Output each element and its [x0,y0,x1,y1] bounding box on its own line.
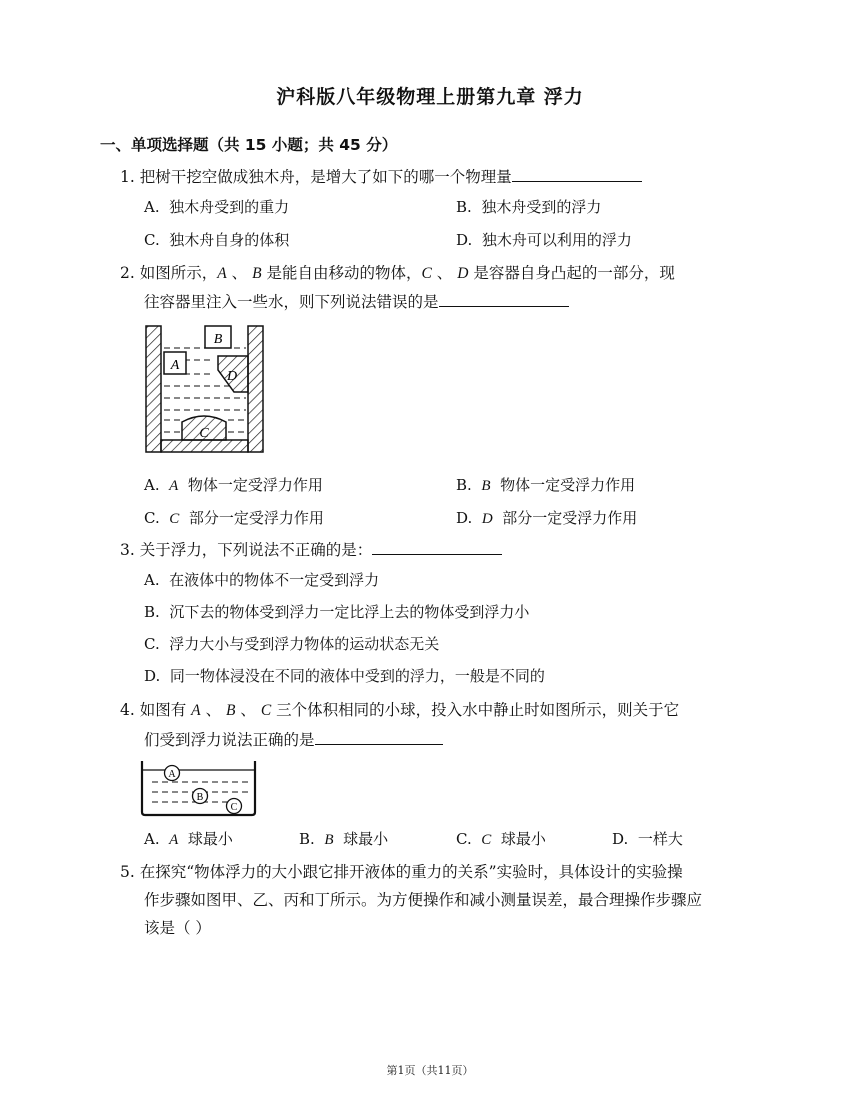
question-2 [120,263,675,284]
option-a [144,828,233,849]
question-text: 把树干挖空做成独木舟，是增大了如下的哪一个物理量 [139,168,512,186]
option-d [612,828,683,849]
answer-blank [512,167,642,182]
question-number: 4. [120,701,135,719]
question-text: 是容器自身凸起的一部分，现 [468,264,675,282]
question-number: 1. [120,168,135,186]
variable: C [169,511,180,527]
question-2-line2 [144,292,569,312]
option-d [456,229,632,250]
option-a [144,474,323,495]
option-text: 独木舟可以利用的浮力 [481,231,632,249]
figure-label-c: C [199,426,209,441]
option-b [456,196,601,217]
option-c [144,507,324,528]
ball-label-a: A [168,769,176,780]
ball-label-b: B [196,792,204,803]
option-b [144,601,529,622]
option-label: C. [144,509,160,527]
variable: C [260,702,272,719]
option-label: C. [144,635,160,653]
question-text: 三个体积相同的小球，投入水中静止时如图所示，则关于它 [271,701,680,719]
answer-blank [439,292,569,307]
variable: D [457,265,469,282]
variable: A [169,832,179,848]
variable: C [481,832,492,848]
question-number: 3. [120,541,135,559]
answer-blank [315,730,443,745]
option-c [456,828,546,849]
question-number: 2. [120,264,135,282]
figure-label-d: D [226,369,238,384]
option-text: 独木舟自身的体积 [169,231,290,249]
question-3 [120,540,502,560]
option-b [456,474,635,495]
option-text: 球最小 [343,830,389,848]
variable: D [481,511,493,527]
option-a [144,196,289,217]
tank-figure [138,758,260,818]
question-text: 如图有 [139,701,192,719]
option-label: A. [144,830,160,848]
option-text: 物体一定受浮力作用 [500,476,636,494]
question-text: 该是（ ） [144,919,211,937]
option-d [456,507,637,528]
option-label: B. [144,603,160,621]
option-label: B. [456,198,472,216]
separator: 、 [226,264,253,282]
option-text: 沉下去的物体受到浮力一定比浮上去的物体受到浮力小 [169,603,530,621]
figure-label-b: B [213,332,223,347]
section-heading: 一、单项选择题（共 15 小题；共 45 分） [100,136,398,154]
question-5-line2 [144,890,702,910]
option-text: 部分一定受浮力作用 [502,509,638,527]
question-5-line3 [144,918,211,938]
option-text: 部分一定受浮力作用 [188,509,324,527]
variable: B [226,702,236,719]
question-5 [120,862,683,882]
option-label: A. [144,571,160,589]
separator: 、 [431,264,458,282]
variable: A [169,478,179,494]
option-b [299,828,388,849]
variable: B [252,265,262,282]
variable: A [191,702,201,719]
variable: C [421,265,432,282]
question-4-line2 [144,730,443,750]
option-label: C. [456,830,472,848]
option-label: D. [456,231,473,249]
answer-blank [372,540,502,555]
option-label: C. [144,231,160,249]
ball-label-c: C [230,802,238,813]
variable: B [324,832,334,848]
option-label: D. [612,830,629,848]
question-text: 作步骤如图甲、乙、丙和丁所示。为方便操作和减小测量误差，最合理操作步骤应 [144,891,703,909]
question-4 [120,700,679,721]
separator: 、 [235,701,261,719]
option-label: A. [144,198,160,216]
option-text: 一样大 [637,830,683,848]
option-c [144,633,439,654]
option-text: 球最小 [187,830,233,848]
question-text: 如图所示， [139,264,218,282]
option-label: B. [299,830,315,848]
option-label: D. [144,667,161,685]
option-text: 浮力大小与受到浮力物体的运动状态无关 [169,635,440,653]
question-text: 们受到浮力说法正确的是 [144,731,315,749]
option-text: 物体一定受浮力作用 [187,476,323,494]
question-number: 5. [120,863,135,881]
option-label: B. [456,476,472,494]
option-text: 独木舟受到的重力 [169,198,290,216]
option-label: D. [456,509,473,527]
option-text: 独木舟受到的浮力 [481,198,602,216]
question-text: 往容器里注入一些水，则下列说法错误的是 [144,293,439,311]
question-text: 在探究“物体浮力的大小跟它排开液体的重力的关系”实验时，具体设计的实验操 [139,863,683,881]
container-figure [142,322,268,456]
option-text: 在液体中的物体不一定受到浮力 [169,571,380,589]
separator: 、 [200,701,226,719]
option-text: 球最小 [500,830,546,848]
page-footer: 第1页（共11页） [386,1064,474,1077]
option-label: A. [144,476,160,494]
page-title: 沪科版八年级物理上册第九章 浮力 [276,86,584,108]
option-d [144,665,545,686]
variable: B [481,478,491,494]
option-c [144,229,289,250]
question-1 [120,167,642,187]
variable: A [217,265,227,282]
question-text: 是能自由移动的物体， [261,264,422,282]
question-text: 关于浮力，下列说法不正确的是： [139,541,373,559]
option-text: 同一物体浸没在不同的液体中受到的浮力，一般是不同的 [169,667,545,685]
figure-label-a: A [170,358,180,373]
option-a [144,569,379,590]
